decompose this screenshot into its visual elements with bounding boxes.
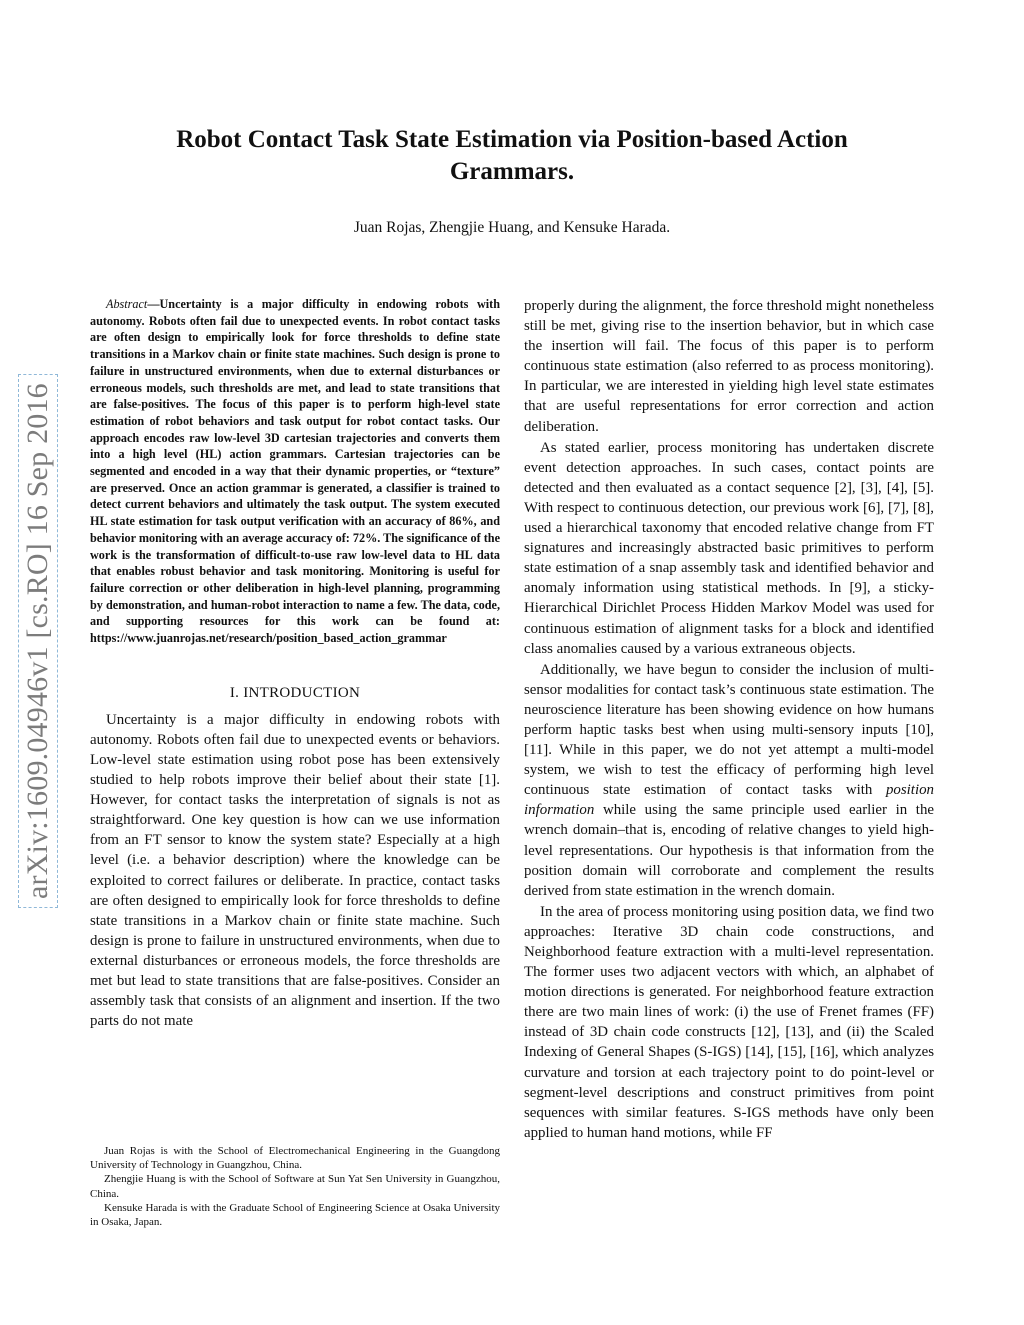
footnote: Kensuke Harada is with the Graduate School of Engineering Science at Osaka University in Osaka, Japan. [90, 1201, 500, 1229]
author-list: Juan Rojas, Zhengjie Huang, and Kensuke Harada. [353, 219, 671, 236]
emphasized-term: position information [524, 782, 934, 819]
body-paragraph-process-monitoring: As stated earlier, process monitoring has undertaken discrete event detection approaches. In such cases, contact points are detected and then evaluated as a contact sequence [2], [3], [4], [5]. With respect to continuous detection, our previous work [6], [7], [8], used a hierarchical taxonomy that encoded relative change from FT signatures and increasingly abstracted basic primitives to perform state estimation of a snap assembly task and identified behavior and anomaly information using statistical methods. In [9], a sticky-Hierarchical Dirichlet Process Hidden Markov Model was used for continuous estimation of alignment tasks for a block and identified class anomalies caused by a various extraneous objects. [524, 439, 934, 657]
left-column [90, 296, 500, 1031]
paragraph-text: while using the same principle used earlier in the wrench domain–that is, encoding of relative changes to yield high-level representations. Our hypothesis is that information from the position domain will corroborate and complement the results derived from state estimation in the wrench domain. [524, 802, 934, 899]
footnote: Juan Rojas is with the School of Electromechanical Engineering in the Guangdong University of Technology in Guangzhou, China. [90, 1145, 500, 1172]
abstract-dash: — [147, 297, 160, 311]
author-footnotes [90, 1144, 500, 1229]
abstract [90, 296, 500, 647]
footnote: Zhengjie Huang is with the School of Software at Sun Yat Sen University in Guangzhou, China. [90, 1173, 500, 1200]
intro-paragraph: Uncertainty is a major difficulty in endowing robots with autonomy. Robots often fail due to unexpected events or behaviors. Low-level state estimation using robot pose has been extensively studied to help robots improve their belief about their state [1]. However, for contact tasks the interpretation of signals is not as straightforward. One key question is how can we use information from an FT sensor to know the system state? Especially at a high level (i.e. a behavior description) where the knowledge can be exploited to correct failures or deliberate. In practice, contact tasks are often designed to empirically look for force thresholds to define state transitions in a Markov chain or finite state machine. Such design is prone to failure in unstructured environments, when due to external disturbances or erroneous models, the force thresholds are met but lead to state transitions that are false-positives. Consider an assembly task that consists of an alignment and insertion. If the two parts do not mate [90, 711, 500, 1030]
paragraph-text: Additionally, we have begun to consider the inclusion of multi-sensor modalities for contact task’s continuous state estimation. The neuroscience literature has been showing evidence on how humans perform haptic tasks best when using multi-sensory inputs [10], [11]. While in this paper, we do not yet attempt a multi-model system, we wish to test the efficacy of performing high level continuous state estimation of contact tasks with [524, 661, 934, 799]
resource-url[interactable]: https://www.juanrojas.net/research/position_based_action_grammar [90, 631, 447, 646]
body-paragraph-continued: properly during the alignment, the force threshold might nonetheless still be met, giving rise to the insertion behavior, but in which case the insertion will fail. The focus of this paper is to perform continuous state estimation (also referred to as process monitoring). In particular, we are interested in yielding high level state estimates that are useful representations for error correction and action deliberation. [524, 298, 934, 435]
right-column [524, 296, 934, 1143]
abstract-label: Abstract [106, 297, 148, 311]
paper-title: Robot Contact Task State Estimation via Position-based Action Grammars. [176, 126, 848, 185]
body-paragraph-multisensor [524, 660, 934, 901]
abstract-text: Uncertainty is a major difficulty in endowing robots with autonomy. Robots often fail due to unexpected events. In robot contact tasks are often design to empirically look for force thresholds to define state transitions in a Markov chain or finite state machines. Such design is prone to failure in unstructured environments, when due to external disturbances or erroneous models, such thresholds are met, and lead to state transitions that are false-positives. The focus of this paper is to perform high-level state estimation of robot behaviors and task output for robot contact tasks. Our approach encodes raw low-level 3D cartesian trajectories and converts them into a high level (HL) action grammars. Cartesian trajectories can be segmented and encoded in a way that their dynamic properties, or “texture” are preserved. Once an action grammar is generated, a classifier is trained to detect current behaviors and ultimately the task output. The system executed HL state estimation for task output verification with an accuracy of 86%, and behavior monitoring with an average accuracy of: 72%. The significance of the work is the transformation of difficult-to-use raw low-level data to HL data that enables robust behavior and task monitoring. Monitoring is useful for failure correction or other deliberation in high-level planning, programming by demonstration, and human-robot interaction to name a few. The data, code, and supporting resources for this work can be found at: [90, 297, 500, 629]
section-heading-introduction: I. INTRODUCTION [229, 684, 361, 701]
body-paragraph-position-data: In the area of process monitoring using position data, we find two approaches: Iterative 3D chain code constructions, and Neighborhood feature extraction with a multi-level representation. The former uses two adjacent vectors with which, an alphabet of motion directions is generated. For neighborhood feature extraction there are two main lines of work: (i) the use of Frenet frames (FF) instead of 3D chain code constructs [12], [13], and (ii) the Scaled Indexing of General Shapes (S-IGS) [14], [15], [16], which analyzes curvature and torsion at each trajectory point to do point-level or segment-level descriptions and construct primitives from point sequences with similar features. S-IGS methods have only been applied to human hand motions, while FF [524, 903, 934, 1141]
arxiv-identifier-stamp: arXiv:1609.04946v1 [cs.RO] 16 Sep 2016 [18, 374, 58, 908]
